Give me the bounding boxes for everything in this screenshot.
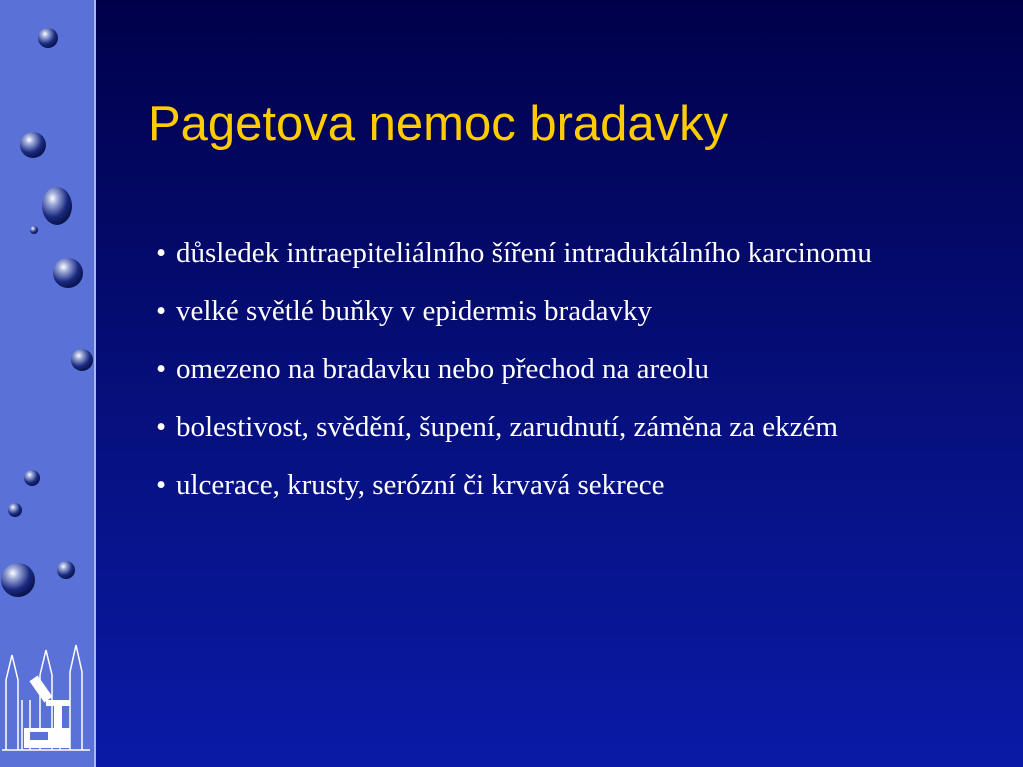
water-drops-icon [0, 0, 94, 767]
bullet-icon: • [156, 353, 167, 385]
bullet-text: velké světlé buňky v epidermis bradavky [176, 295, 652, 327]
drop-icon [30, 226, 38, 234]
list-item [156, 290, 936, 332]
bullet-text: omezeno na bradavku nebo přechod na areolu [176, 353, 710, 385]
bullet-icon: • [156, 295, 167, 327]
drop-icon [38, 28, 58, 48]
slide-title: Pagetova nemoc bradavky [148, 97, 729, 151]
drop-icon [20, 132, 46, 158]
bullet-icon: • [156, 469, 167, 501]
drop-icon [1, 563, 35, 597]
list-item [156, 406, 936, 448]
bullet-icon: • [156, 411, 167, 443]
drop-icon [53, 258, 83, 288]
drop-icon [42, 187, 72, 225]
drop-icon [57, 561, 75, 579]
list-item [156, 348, 936, 390]
bullet-text: bolestivost, svědění, šupení, zarudnutí, záměna za ekzém [176, 411, 838, 443]
bullet-text: důsledek intraepiteliálního šíření intraduktálního karcinomu [176, 237, 872, 269]
drop-icon [71, 349, 93, 371]
list-item [156, 464, 936, 506]
drop-icon [24, 470, 40, 486]
bullet-list [156, 232, 936, 522]
drop-icon [8, 503, 22, 517]
list-item [156, 232, 936, 274]
microscope-icon [24, 675, 70, 748]
bullet-icon: • [156, 237, 167, 269]
sidebar-decoration [0, 0, 96, 767]
bullet-text: ulcerace, krusty, serózní či krvavá sekrece [176, 469, 665, 501]
